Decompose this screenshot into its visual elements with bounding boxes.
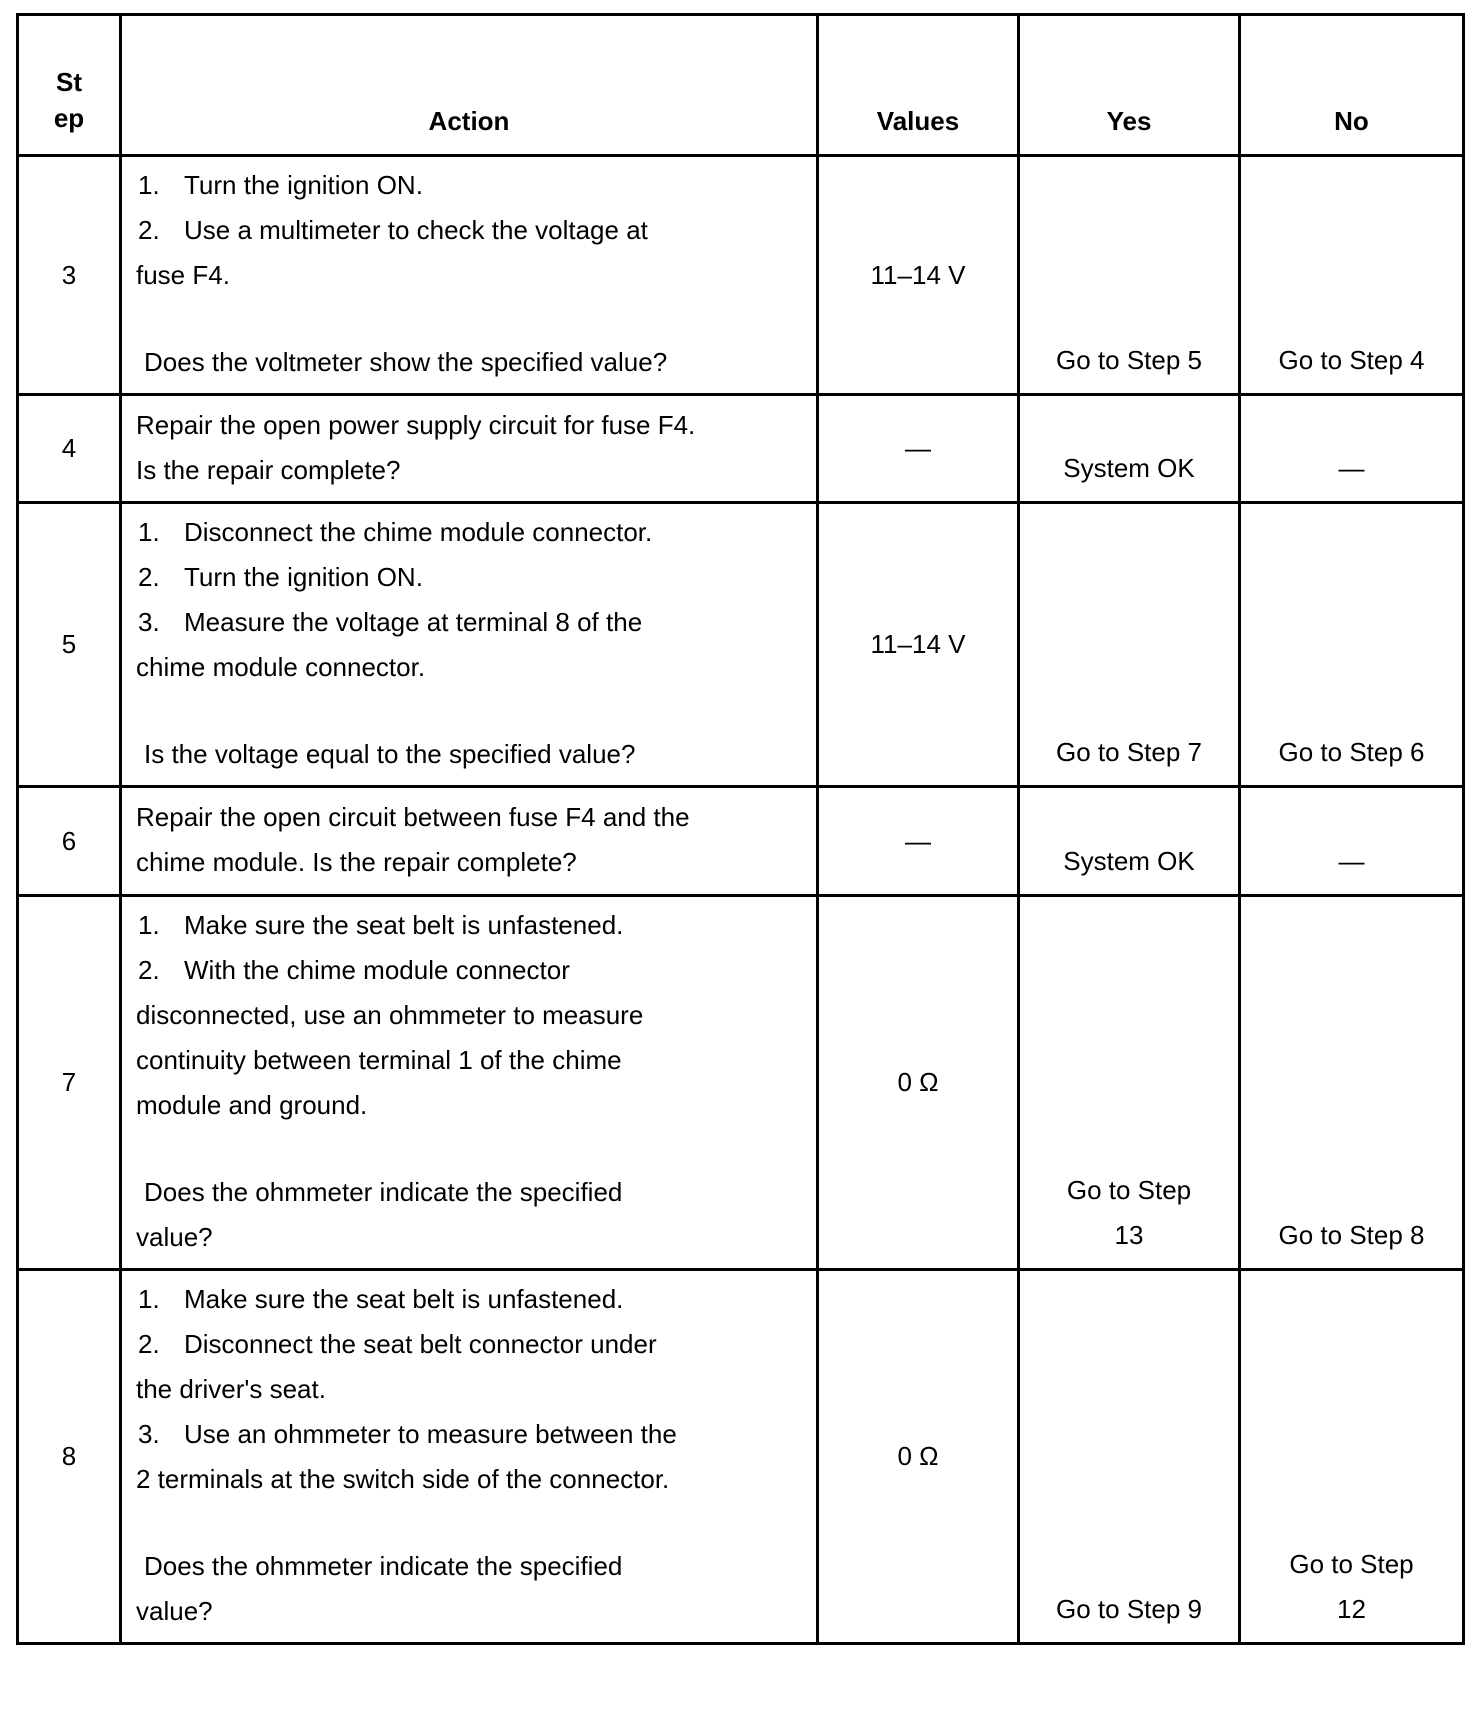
- step-number: 6: [18, 787, 121, 896]
- no-cell: Go to Step 8: [1240, 896, 1464, 1270]
- action-question: Does the ohmmeter indicate the specified: [144, 1177, 623, 1207]
- no-cell: Go to Step 12: [1240, 1270, 1464, 1644]
- action-cell: 1. Make sure the seat belt is unfastened. 2. With the chime module connector disconnected, use an ohmmeter to measure continuity between terminal 1 of the chime module and ground. Does the ohmmeter indicate the specified value?: [121, 896, 818, 1270]
- action-item: Disconnect the chime module connector.: [184, 517, 653, 547]
- yes-cell: Go to Step 7: [1019, 503, 1240, 787]
- action-item: With the chime module connector: [184, 955, 570, 985]
- header-step-line2: ep: [53, 103, 85, 133]
- table-row: [18, 896, 1464, 1270]
- action-cell: 1. Disconnect the chime module connector. 2. Turn the ignition ON. 3. Measure the voltage at terminal 8 of the chime module connector. Is the voltage equal to the specified value?: [121, 503, 818, 787]
- header-action: Action: [121, 15, 818, 156]
- action-question-cont: value?: [136, 1596, 213, 1626]
- action-item: Make sure the seat belt is unfastened.: [184, 1284, 624, 1314]
- table-row: [18, 395, 1464, 503]
- step-number: 7: [18, 896, 121, 1270]
- action-continuation: 2 terminals at the switch side of the connector.: [136, 1464, 670, 1494]
- action-continuation: the driver's seat.: [136, 1374, 326, 1404]
- header-row: [18, 15, 1464, 156]
- action-item: Measure the voltage at terminal 8 of the: [184, 607, 643, 637]
- step-number: 5: [18, 503, 121, 787]
- diagnostic-table: [16, 13, 1465, 1645]
- no-cell: —: [1240, 395, 1464, 503]
- action-item: Disconnect the seat belt connector under: [184, 1329, 657, 1359]
- table-row: [18, 503, 1464, 787]
- step-number: 3: [18, 156, 121, 395]
- action-question-cont: value?: [136, 1222, 213, 1252]
- value-cell: 0 Ω: [818, 896, 1019, 1270]
- yes-cell: Go to Step 9: [1019, 1270, 1240, 1644]
- header-values: Values: [818, 15, 1019, 156]
- step-number: 4: [18, 395, 121, 503]
- action-question: Does the ohmmeter indicate the specified: [144, 1551, 623, 1581]
- action-cell: 1. Turn the ignition ON. 2. Use a multimeter to check the voltage at fuse F4. Does the voltmeter show the specified value?: [121, 156, 818, 395]
- value-cell: 11–14 V: [818, 503, 1019, 787]
- yes-cell: Go to Step 13: [1019, 896, 1240, 1270]
- action-cell: Repair the open power supply circuit for fuse F4. Is the repair complete?: [121, 395, 818, 503]
- yes-cell: System OK: [1019, 787, 1240, 896]
- action-item: Use a multimeter to check the voltage at: [184, 215, 648, 245]
- action-item: Make sure the seat belt is unfastened.: [184, 910, 624, 940]
- step-number: 8: [18, 1270, 121, 1644]
- value-cell: 11–14 V: [818, 156, 1019, 395]
- header-yes: Yes: [1019, 15, 1240, 156]
- yes-cell: System OK: [1019, 395, 1240, 503]
- action-continuation: fuse F4.: [136, 260, 230, 290]
- header-step-line1: St: [56, 67, 82, 97]
- action-continuation: chime module connector.: [136, 652, 426, 682]
- no-cell: Go to Step 4: [1240, 156, 1464, 395]
- action-cell: Repair the open circuit between fuse F4 and the chime module. Is the repair complete?: [121, 787, 818, 896]
- header-no: No: [1240, 15, 1464, 156]
- yes-cell: Go to Step 5: [1019, 156, 1240, 395]
- action-continuation: module and ground.: [136, 1090, 368, 1120]
- action-continuation: continuity between terminal 1 of the chime: [136, 1045, 622, 1075]
- header-step: [18, 15, 121, 156]
- table-row: [18, 787, 1464, 896]
- value-cell: —: [818, 787, 1019, 896]
- no-cell: Go to Step 6: [1240, 503, 1464, 787]
- action-item: Use an ohmmeter to measure between the: [184, 1419, 677, 1449]
- action-item: Turn the ignition ON.: [184, 562, 423, 592]
- action-cell: 1. Make sure the seat belt is unfastened. 2. Disconnect the seat belt connector under the driver's seat. 3. Use an ohmmeter to measure between the 2 terminals at the switch side of the connector. Does the ohmmeter indicate the specified value?: [121, 1270, 818, 1644]
- action-continuation: disconnected, use an ohmmeter to measure: [136, 1000, 644, 1030]
- no-cell: —: [1240, 787, 1464, 896]
- action-question: Is the voltage equal to the specified value?: [144, 739, 636, 769]
- table-row: [18, 156, 1464, 395]
- action-question: Does the voltmeter show the specified value?: [144, 347, 668, 377]
- action-item: Turn the ignition ON.: [184, 170, 423, 200]
- table-row: [18, 1270, 1464, 1644]
- value-cell: —: [818, 395, 1019, 503]
- value-cell: 0 Ω: [818, 1270, 1019, 1644]
